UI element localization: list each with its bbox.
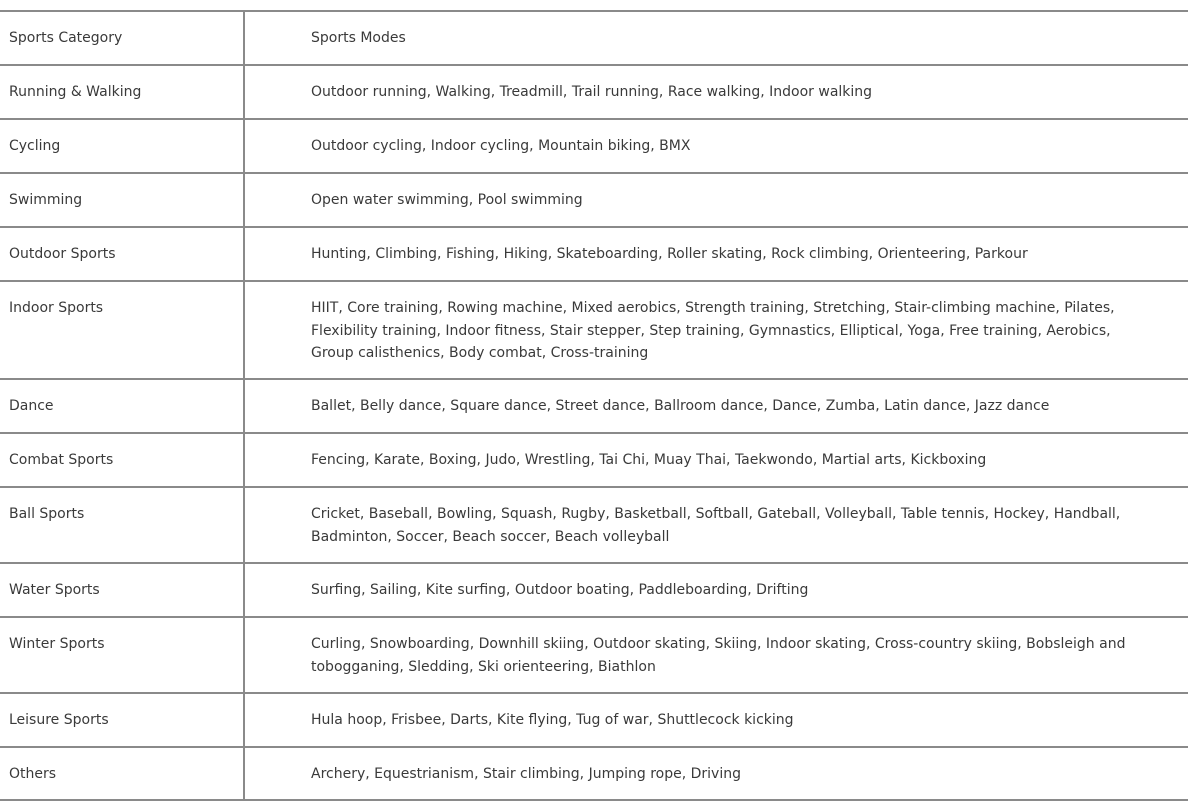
modes-text: Hula hoop, Frisbee, Darts, Kite flying, Tug of war, Shuttlecock kicking — [311, 712, 794, 728]
table-row — [0, 118, 1188, 172]
table-row — [0, 486, 1188, 562]
category-cell — [0, 748, 245, 799]
category-cell — [0, 174, 245, 226]
table-row — [0, 226, 1188, 280]
modes-cell — [245, 282, 1188, 378]
modes-text: Ballet, Belly dance, Square dance, Street dance, Ballroom dance, Dance, Zumba, Latin dance, Jazz dance — [311, 398, 1050, 414]
category-label: Cycling — [9, 138, 61, 154]
category-label: Leisure Sports — [9, 712, 109, 728]
category-cell — [0, 282, 245, 378]
category-label: Running & Walking — [9, 84, 142, 100]
header-modes-label: Sports Modes — [311, 30, 406, 46]
table-header-row — [0, 10, 1188, 64]
sports-modes-table — [0, 10, 1188, 801]
modes-text: Surfing, Sailing, Kite surfing, Outdoor boating, Paddleboarding, Drifting — [311, 582, 809, 598]
modes-text: Archery, Equestrianism, Stair climbing, Jumping rope, Driving — [311, 766, 741, 782]
category-cell — [0, 120, 245, 172]
modes-cell — [245, 434, 1188, 486]
modes-cell — [245, 748, 1188, 799]
header-category-label: Sports Category — [9, 30, 123, 46]
category-label: Combat Sports — [9, 452, 114, 468]
table-row — [0, 172, 1188, 226]
modes-cell — [245, 564, 1188, 616]
modes-text: Curling, Snowboarding, Downhill skiing, Outdoor skating, Skiing, Indoor skating, Cross-country skiing, Bobsleigh and tobogganing, Sledding, Ski orienteering, Biathlon — [311, 636, 1126, 675]
modes-cell — [245, 174, 1188, 226]
modes-cell — [245, 120, 1188, 172]
table-row — [0, 692, 1188, 746]
modes-text: Outdoor cycling, Indoor cycling, Mountain biking, BMX — [311, 138, 691, 154]
modes-text: Outdoor running, Walking, Treadmill, Trail running, Race walking, Indoor walking — [311, 84, 873, 100]
header-modes-cell — [245, 12, 1188, 64]
modes-text: Hunting, Climbing, Fishing, Hiking, Skateboarding, Roller skating, Rock climbing, Orienteering, Parkour — [311, 246, 1028, 262]
modes-cell — [245, 488, 1188, 562]
table-row — [0, 432, 1188, 486]
category-cell — [0, 488, 245, 562]
category-label: Winter Sports — [9, 636, 105, 652]
modes-cell — [245, 618, 1188, 692]
modes-cell — [245, 228, 1188, 280]
category-label: Ball Sports — [9, 506, 85, 522]
category-cell — [0, 228, 245, 280]
category-label: Others — [9, 766, 57, 782]
category-label: Indoor Sports — [9, 300, 104, 316]
table-row — [0, 616, 1188, 692]
table-row — [0, 746, 1188, 801]
category-label: Outdoor Sports — [9, 246, 116, 262]
category-cell — [0, 380, 245, 432]
category-cell — [0, 434, 245, 486]
modes-cell — [245, 66, 1188, 118]
modes-text: Cricket, Baseball, Bowling, Squash, Rugby, Basketball, Softball, Gateball, Volleyball, Table tennis, Hockey, Handball, Badminton, Soccer, Beach soccer, Beach volleyball — [311, 506, 1121, 545]
modes-text: Open water swimming, Pool swimming — [311, 192, 583, 208]
category-label: Swimming — [9, 192, 83, 208]
modes-text: HIIT, Core training, Rowing machine, Mixed aerobics, Strength training, Stretching, Stair-climbing machine, Pilates, Flexibility training, Indoor fitness, Stair stepper, Step training, Gymnastics, Elliptical, Yoga, Free training, Aerobics, Group calisthenics, Body combat, Cross-training — [311, 300, 1115, 361]
modes-cell — [245, 380, 1188, 432]
modes-cell — [245, 694, 1188, 746]
table-row — [0, 280, 1188, 378]
category-cell — [0, 618, 245, 692]
table-row — [0, 562, 1188, 616]
category-label: Dance — [9, 398, 54, 414]
category-cell — [0, 564, 245, 616]
category-cell — [0, 66, 245, 118]
modes-text: Fencing, Karate, Boxing, Judo, Wrestling, Tai Chi, Muay Thai, Taekwondo, Martial arts, Kickboxing — [311, 452, 987, 468]
header-category-cell — [0, 12, 245, 64]
table-row — [0, 378, 1188, 432]
category-cell — [0, 694, 245, 746]
table-row — [0, 64, 1188, 118]
category-label: Water Sports — [9, 582, 100, 598]
